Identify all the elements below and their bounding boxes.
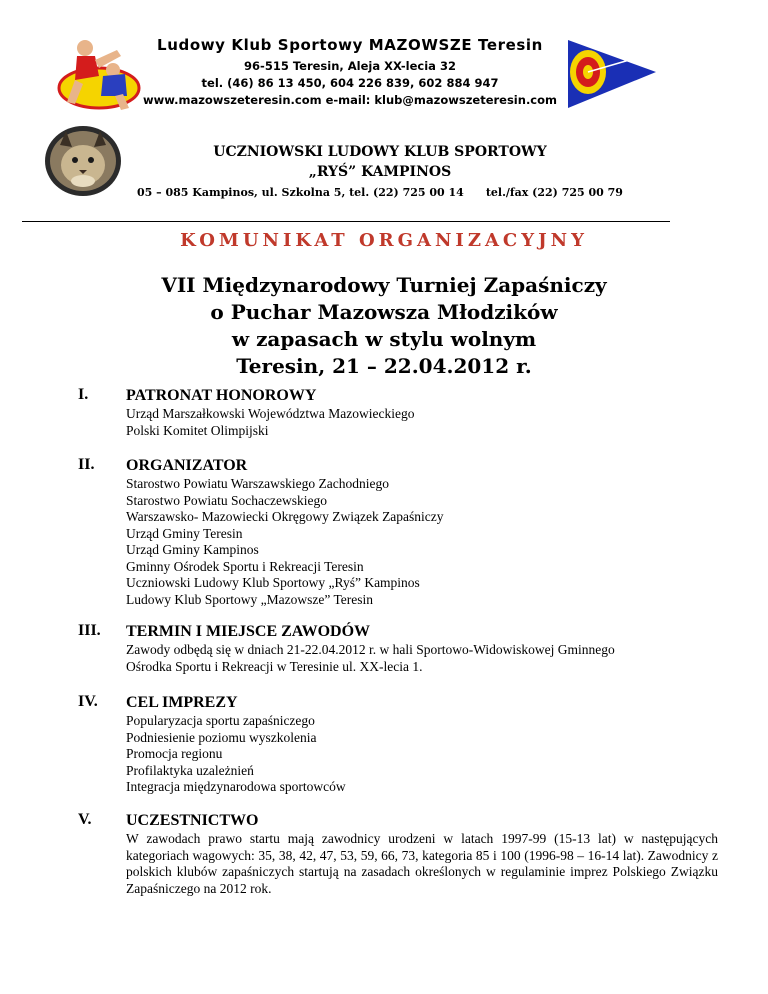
list-item: Starostwo Powiatu Sochaczewskiego — [126, 492, 327, 508]
lynx-club-contact — [120, 184, 640, 202]
section-paragraph: W zawodach prawo startu mają zawodnicy urodzeni w latach 1997-99 (15-13 lat) w następujących kategoriach wagowych: 35, 38, 42, 47, 53, 59, 66, 73, kategoria 85 i 100 (1996-98 – 16-14 lat). Zawodnicy z polskich klubów zapaśniczych startują na zasadach określonych w regulaminie imprez Polskiego Związku Zapaśniczego na 2012 rok. — [126, 831, 718, 896]
list-item: Profilaktyka uzależnień — [126, 762, 254, 778]
list-item: Warszawsko- Mazowiecki Okręgowy Związek Zapaśniczy — [126, 509, 444, 524]
section-number: V. — [78, 811, 92, 828]
archery-target-icon — [560, 32, 660, 114]
event-title-line3: w zapasach w stylu wolnym — [231, 327, 537, 351]
list-item: Ośrodka Sportu i Rekreacji w Teresinie ul. XX-lecia 1. — [126, 658, 423, 674]
club-web-email: www.mazowszeteresin.com e-mail: klub@mazowszeteresin.com — [142, 93, 558, 107]
section-organizator — [78, 456, 444, 608]
section-body — [126, 406, 414, 439]
event-title-line4: Teresin, 21 – 22.04.2012 r. — [236, 354, 532, 378]
section-heading: ORGANIZATOR — [126, 457, 248, 474]
event-title-line1: VII Międzynarodowy Turniej Zapaśniczy — [161, 273, 607, 297]
document-heading: KOMUNIKAT ORGANIZACYJNY — [180, 230, 588, 251]
section-heading: TERMIN I MIEJSCE ZAWODÓW — [126, 623, 371, 640]
list-item: Gminny Ośrodek Sportu i Rekreacji Teresin — [126, 558, 364, 574]
section-number: II. — [78, 456, 95, 473]
lynx-logo-icon — [44, 125, 122, 197]
club-address: 96-515 Teresin, Aleja XX-lecia 32 — [244, 59, 456, 73]
list-item: Ludowy Klub Sportowy „Mazowsze” Teresin — [126, 591, 374, 607]
list-item: Uczniowski Ludowy Klub Sportowy „Ryś” Kampinos — [126, 575, 420, 590]
section-body — [126, 713, 346, 796]
event-title — [0, 272, 768, 380]
section-termin — [78, 622, 615, 675]
event-title-line2: o Puchar Mazowsza Młodzików — [210, 300, 558, 324]
list-item: Urząd Marszałkowski Województwa Mazowieckiego — [126, 406, 415, 421]
list-item: Popularyzacja sportu zapaśniczego — [126, 713, 315, 728]
list-item: Promocja regionu — [126, 746, 223, 761]
lynx-club-line1: UCZNIOWSKI LUDOWY KLUB SPORTOWY — [213, 144, 547, 160]
list-item: Zawody odbędą się w dniach 21-22.04.2012 r. w hali Sportowo-Widowiskowej Gminnego — [126, 642, 615, 657]
section-number: I. — [78, 386, 89, 403]
section-body — [126, 476, 444, 608]
lynx-club-fax: tel./fax (22) 725 00 79 — [485, 186, 623, 199]
lynx-club-address: 05 – 085 Kampinos, ul. Szkolna 5, tel. (22) 725 00 14 — [137, 186, 464, 199]
lynx-club-line2: „RYŚ” KAMPINOS — [308, 164, 452, 180]
section-heading: CEL IMPREZY — [126, 694, 238, 711]
list-item: Starostwo Powiatu Warszawskiego Zachodniego — [126, 476, 389, 491]
club-phones: tel. (46) 86 13 450, 604 226 839, 602 884 947 — [201, 76, 499, 90]
list-item: Integracja międzynarodowa sportowców — [126, 779, 346, 794]
section-heading: PATRONAT HONOROWY — [126, 387, 317, 404]
club-name: Ludowy Klub Sportowy MAZOWSZE Teresin — [157, 36, 543, 54]
section-uczestnictwo — [78, 811, 718, 897]
section-number: IV. — [78, 693, 98, 710]
header-divider — [22, 221, 670, 222]
list-item: Podniesienie poziomu wyszkolenia — [126, 729, 317, 745]
section-patronat — [78, 386, 414, 439]
top-club-header — [130, 36, 570, 109]
section-heading: UCZESTNICTWO — [126, 812, 259, 829]
list-item: Urząd Gminy Teresin — [126, 525, 243, 541]
section-number: III. — [78, 622, 101, 639]
section-cel — [78, 693, 346, 796]
section-body — [126, 642, 615, 675]
lynx-club-header — [120, 142, 640, 202]
list-item: Polski Komitet Olimpijski — [126, 422, 269, 438]
list-item: Urząd Gminy Kampinos — [126, 542, 259, 557]
